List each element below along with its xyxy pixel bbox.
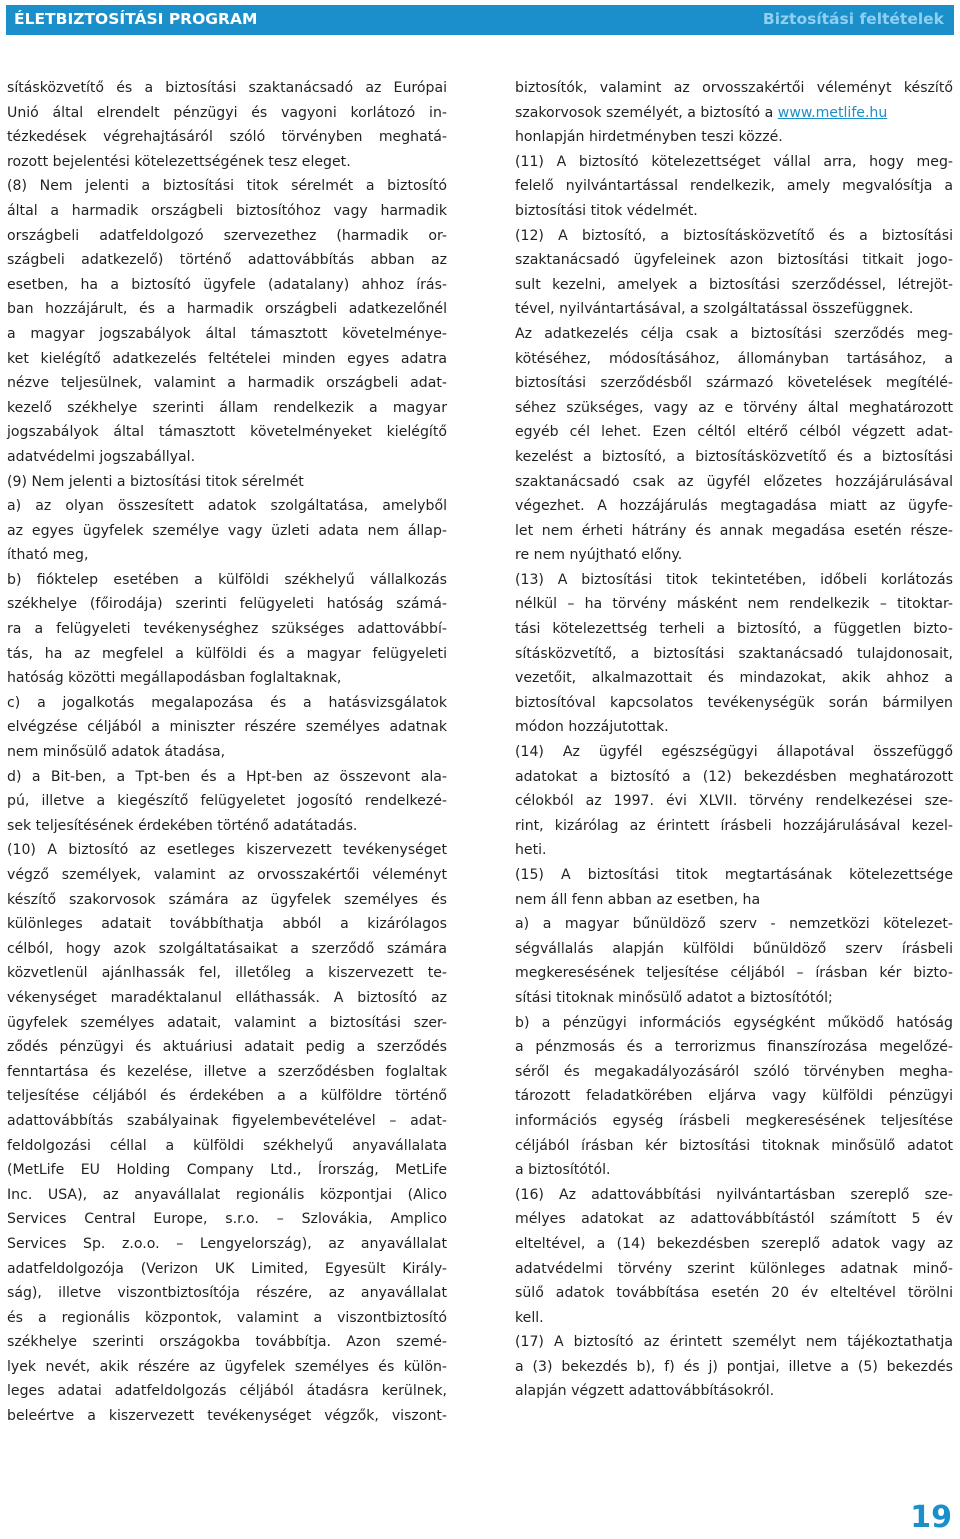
- text-line: adatokat a biztosító a (12) bekezdésben meghatározott: [515, 768, 953, 785]
- text-line: sítási titoknak minősülő adatot a biztosítótól;: [515, 989, 833, 1006]
- text-line: re nem nyújtható előny.: [515, 547, 683, 564]
- text-line: (13) A biztosítási titok tekintetében, időbeli korlátozás: [515, 571, 953, 588]
- text-line: szakorvosok személyét, a biztosító a: [515, 104, 774, 121]
- text-line: biztosítóval kapcsolatos tevékenységük során bármilyen: [515, 694, 953, 711]
- text-line: felelő nyilvántartással rendelkezik, amely megvalósítja a: [515, 178, 953, 195]
- text-line: nélkül – ha törvény másként nem rendelkezik – titoktar-: [515, 596, 953, 613]
- text-line: let nem érheti hátrány és annak megadása esetén része-: [515, 522, 953, 539]
- text-line: kezelést a biztosító, a biztosításközvetítő és a biztosítási: [515, 448, 953, 465]
- text-line: által a harmadik országbeli biztosítóhoz vagy harmadik: [7, 202, 447, 219]
- text-line: vezetőit, alkalmazottait és mindazokat, akik ahhoz a: [515, 670, 953, 687]
- text-line: c) a jogalkotás megalapozása és a hatásvizsgálatok: [7, 694, 447, 711]
- text-line: nem minősülő adatok átadása,: [7, 744, 226, 761]
- text-line: biztosítók, valamint az orvosszakértői véleményt készítő: [515, 80, 953, 96]
- text-line: szaktanácsadó csak az ügyfél előzetes hozzájárulásával: [515, 473, 953, 490]
- text-line: pú, illetve a kiegészítő felügyeletet jogosító rendelkezé-: [7, 793, 447, 810]
- text-line: közvetlenül ajánlhassák fel, illetőleg a kiszervezett te-: [7, 965, 447, 982]
- text-line: (15) A biztosítási titok megtartásának kötelezettsége: [515, 867, 953, 883]
- text-line: alapján végzett adattovábbításokról.: [515, 1383, 775, 1400]
- text-line: (16) Az adattovábbítási nyilvántartásban szereplő sze-: [515, 1186, 953, 1203]
- text-line: elvégzése céljából a miniszter részére személyes adatnak: [7, 719, 447, 736]
- text-line: ra a felügyeleti tevékenységhez szükséges adattovábbí-: [7, 621, 447, 638]
- text-line: szágbeli adatkezelő) történő adattovábbítás abban az: [7, 252, 447, 269]
- text-line: céljából írásban kér biztosítási titoknak minősülő adatot: [515, 1137, 953, 1154]
- text-line: készítő szakorvosok számára az ügyfelek személyes és: [7, 891, 447, 908]
- text-line: (MetLife EU Holding Company Ltd., Írország, MetLife: [7, 1162, 447, 1179]
- text-line: biztosítási titok védelmét.: [515, 202, 698, 219]
- section-title: Biztosítási feltételek: [762, 10, 944, 28]
- text-line: ződés pénzügyi és aktuáriusi adatait pedig a szerződés: [7, 1039, 447, 1056]
- text-line: adatvédelmi törvény szerint különleges adatnak minő-: [515, 1260, 953, 1277]
- text-line: feldolgozási céllal a külföldi székhelyű anyavállalata: [7, 1137, 447, 1154]
- text-line: ítható meg,: [7, 547, 89, 564]
- text-line: adattovábbítás szabályainak figyelembevételével – adat-: [7, 1112, 447, 1129]
- text-line: ségvállalás alapján külföldi bűnüldöző szerv írásbeli: [515, 940, 953, 957]
- text-line: adatvédelmi jogszabállyal.: [7, 448, 196, 465]
- text-line: tási kötelezettség terheli a biztosító, a független bizto-: [515, 621, 953, 638]
- text-line: tás, ha az megfelel a külföldi és a magyar felügyeleti: [7, 645, 447, 662]
- text-line: sult kezelni, amelyek a biztosítási szerződéssel, létrejöt-: [515, 276, 953, 293]
- text-line: séhez szükséges, vagy az e törvény által meghatározott: [515, 399, 953, 416]
- text-line: esetben, ha a biztosító ügyfele (adatalany) ahhoz írás-: [7, 276, 447, 293]
- text-line: nézve teljesülnek, valamint a harmadik országbeli adat-: [7, 375, 447, 392]
- text-line: teljesítése céljából és érdekében a a külföldre történő: [7, 1088, 447, 1105]
- text-line: ket kielégítő adatkezelés feltételei minden egyes adatra: [7, 350, 447, 367]
- text-line: Services Central Europe, s.r.o. – Szlovákia, Amplico: [7, 1211, 447, 1228]
- text-line: (17) A biztosító az érintett személyt nem tájékoztathatja: [515, 1334, 953, 1351]
- text-line: a magyar jogszabályok által támasztott követelménye-: [7, 325, 447, 342]
- text-line: b) fióktelep esetében a külföldi székhelyű vállalkozás: [7, 571, 447, 588]
- text-line: információs egység írásbeli megkeresésének teljesítése: [515, 1112, 953, 1129]
- text-line: beleértve a kiszervezett tevékenységet végzők, viszont-: [7, 1408, 447, 1425]
- text-line: székhelye (főirodája) szerinti felügyeleti hatóság számá-: [7, 596, 447, 613]
- text-line: biztosítási szerződésből származó követelések megítélé-: [515, 375, 953, 392]
- text-line: (8) Nem jelenti a biztosítási titok sérelmét a biztosító: [7, 178, 447, 195]
- text-line: (10) A biztosító az esetleges kiszervezett tevékenységet: [7, 842, 447, 859]
- text-line: (14) Az ügyfél egészségügyi állapotával összefüggő: [515, 744, 953, 761]
- text-line: tével, nyilvántartásával, a szolgáltatással összefüggnek.: [515, 301, 914, 318]
- text-line: szaktanácsadó ügyfeleinek azon biztosítási titkait jogo-: [515, 252, 953, 269]
- text-line: heti.: [515, 842, 547, 859]
- text-line: honlapján hirdetményben teszi közzé.: [515, 129, 783, 146]
- text-line: jogszabályok által támasztott követelményeket kielégítő: [7, 424, 447, 441]
- text-line: ügyfelek személyes adatait, valamint a biztosítási szer-: [7, 1014, 447, 1031]
- text-line: székhelye szerinti országokba továbbítja. Azon szemé-: [7, 1334, 447, 1351]
- text-line: az egyes ügyfelek személye vagy üzleti adata nem állap-: [7, 522, 447, 539]
- text-line: sek teljesítésének érdekében történő adatátadás.: [7, 817, 358, 834]
- metlife-website-link[interactable]: www.metlife.hu: [777, 104, 888, 121]
- text-line: megkeresésének teljesítése céljából – írásban kér bizto-: [515, 965, 953, 982]
- text-line: tározott feladatkörében eljárva vagy külföldi pénzügyi: [515, 1088, 953, 1105]
- text-line: a (3) bekezdés b), f) és j) pontjai, illetve a (5) bekezdés: [515, 1358, 953, 1375]
- text-line: célból, hogy azok szolgáltatásaikat a szerződő számára: [7, 940, 447, 957]
- text-line: (12) A biztosító, a biztosításközvetítő és a biztosítási: [515, 227, 953, 244]
- text-line: hatóság közötti megállapodásban foglaltaknak,: [7, 670, 342, 687]
- text-line: és a regionális központok, valamint a viszontbiztosító: [7, 1309, 447, 1326]
- text-line: ság), illetve viszontbiztosítója részére, az anyavállalat: [7, 1285, 447, 1302]
- text-line: végző személyek, valamint az orvosszakértői véleményt: [7, 867, 447, 883]
- text-line: adatfeldolgozója (Verizon UK Limited, Egyesült Király-: [7, 1260, 447, 1277]
- text-line: célokból az 1997. évi XLVII. törvény rendelkezései sze-: [515, 793, 953, 810]
- text-line: sításközvetítő és a biztosítási szaktanácsadó az Európai: [7, 80, 447, 96]
- text-line: elteltével, a (14) bekezdésben szereplő adatok vagy az: [515, 1235, 953, 1252]
- text-line: d) a Bit-ben, a Tpt-ben és a Hpt-ben az összevont ala-: [7, 768, 447, 785]
- text-line: Az adatkezelés célja csak a biztosítási szerződés meg-: [515, 325, 953, 342]
- text-line: nem áll fenn abban az esetben, ha: [515, 891, 761, 908]
- text-line: a pénzmosás és a terrorizmus finanszírozása megelőzé-: [515, 1039, 953, 1056]
- text-line: (9) Nem jelenti a biztosítási titok sérelmét: [7, 473, 304, 490]
- text-line: tézkedések végrehajtásáról szóló törvényben meghatá-: [7, 129, 447, 146]
- text-line: rozott bejelentési kötelezettségének tesz eleget.: [7, 153, 351, 170]
- header-bar: [6, 5, 954, 35]
- text-line: b) a pénzügyi információs egységként működő hatóság: [515, 1014, 953, 1031]
- text-line: vékenységet maradéktalanul elláthassák. A biztosító az: [7, 989, 447, 1006]
- text-line: a) a magyar bűnüldöző szerv - nemzetközi kötelezet-: [515, 916, 953, 933]
- text-line-with-link: [515, 101, 953, 126]
- text-line: lyek nevét, akik részére az ügyfelek személyes és külön-: [7, 1358, 447, 1375]
- text-line: a) az olyan összesített adatok szolgáltatása, amelyből: [7, 498, 447, 515]
- left-column: [7, 76, 447, 1429]
- text-line: a biztosítótól.: [515, 1162, 611, 1179]
- right-column-body: [515, 150, 953, 1404]
- text-line: Unió által elrendelt pénzügyi és vagyoni korlátozó in-: [7, 104, 447, 121]
- right-column: [515, 76, 953, 1404]
- text-line: fenntartása és kezelése, illetve a szerződésben foglaltak: [7, 1063, 447, 1080]
- text-line: mélyes adatokat az adattovábbítástól számított 5 év: [515, 1211, 953, 1228]
- text-line: végezhet. A hozzájárulás megtagadása miatt az ügyfe-: [515, 498, 953, 515]
- text-line: (11) A biztosító kötelezettséget vállal arra, hogy meg-: [515, 153, 953, 170]
- text-line: kell.: [515, 1309, 544, 1326]
- program-title: ÉLETBIZTOSÍTÁSI PROGRAM: [14, 10, 258, 28]
- text-line: rint, kizárólag az érintett írásbeli hozzájárulásával kezel-: [515, 817, 953, 834]
- text-line: módon hozzájutottak.: [515, 719, 669, 736]
- page-number: 19: [910, 1500, 952, 1535]
- text-line: országbeli adatfeldolgozó szervezethez (harmadik or-: [7, 227, 447, 244]
- text-line: kezelő székhelye szerinti állam rendelkezik a magyar: [7, 399, 447, 416]
- text-line: kötéséhez, módosításához, állományban tartásához, a: [515, 350, 953, 367]
- text-line: egyéb cél lehet. Ezen céltól eltérő célból végzett adat-: [515, 424, 953, 441]
- text-line: leges adatai adatfeldolgozás céljából átadásra kerülnek,: [7, 1383, 447, 1400]
- text-line: ban hozzájárult, és a harmadik országbeli adatkezelőnél: [7, 301, 447, 318]
- text-line: séről és megakadályozásáról szóló törvényben megha-: [515, 1063, 953, 1080]
- text-line: sításközvetítő, a biztosítási szaktanácsadó tulajdonosait,: [515, 645, 953, 662]
- text-line: különleges adatait továbbíthatja abból a kizárólagos: [7, 916, 447, 933]
- text-line: Services Sp. z.o.o. – Lengyelország), az anyavállalat: [7, 1235, 447, 1252]
- text-line: sülő adatok továbbítása esetén 20 év elteltével törölni: [515, 1285, 953, 1302]
- text-line: Inc. USA), az anyavállalat regionális központjai (Alico: [7, 1186, 447, 1203]
